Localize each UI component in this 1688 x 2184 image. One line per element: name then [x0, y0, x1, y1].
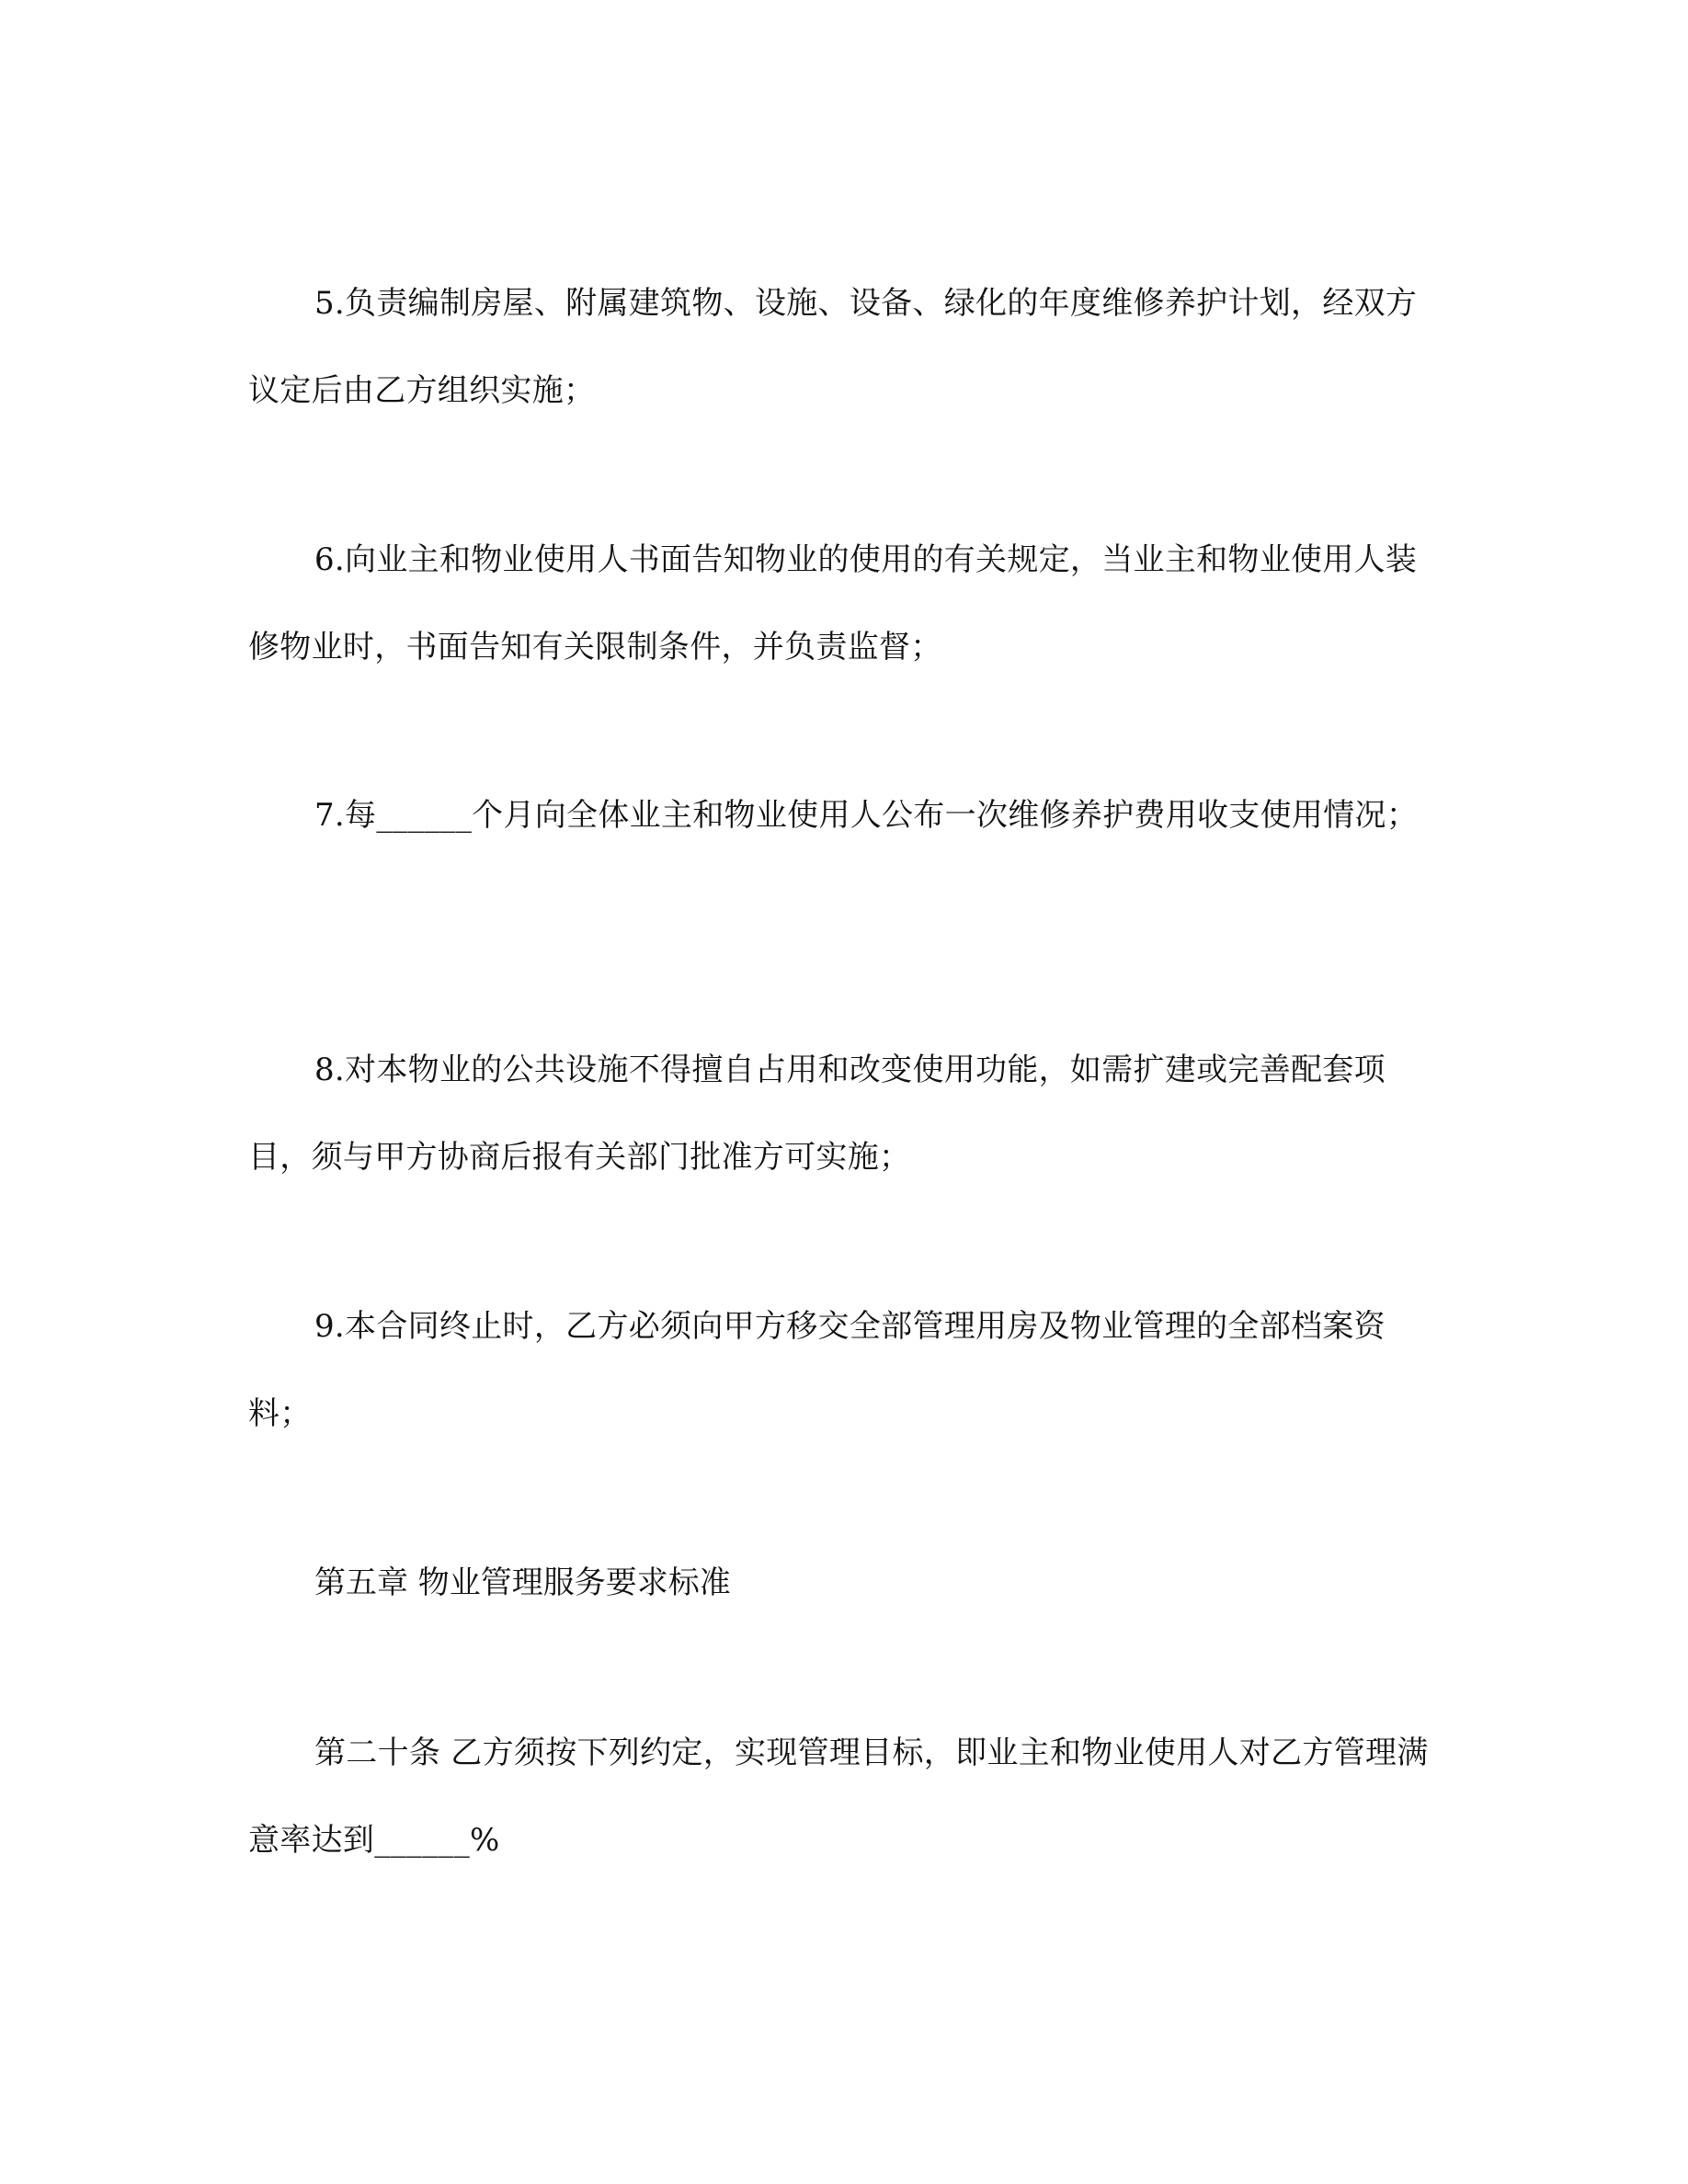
- paragraph-item-9: 9.本合同终止时，乙方必须向甲方移交全部管理用房及物业管理的全部档案资料；: [248, 1308, 1386, 1432]
- paragraph-item-7: 7.每______个月向全体业主和物业使用人公布一次维修养护费用收支使用情况；: [314, 797, 1419, 834]
- paragraph-item-5: 5.负责编制房屋、附属建筑物、设施、设备、绿化的年度维修养护计划，经双方议定后由乙方组织实施；: [248, 285, 1418, 409]
- paragraph-item-6: 6.向业主和物业使用人书面告知物业的使用的有关规定，当业主和物业使用人装修物业时，书面告知有关限制条件，并负责监督；: [248, 541, 1418, 665]
- paragraph-item-8: 8.对本物业的公共设施不得擅自占用和改变使用功能，如需扩建或完善配套项目，须与甲方协商后报有关部门批准方可实施；: [248, 1052, 1386, 1176]
- chapter-heading: 第五章 物业管理服务要求标准: [314, 1564, 731, 1601]
- article-20: 第二十条 乙方须按下列约定，实现管理目标，即业主和物业使用人对乙方管理满意率达到______%: [248, 1735, 1429, 1859]
